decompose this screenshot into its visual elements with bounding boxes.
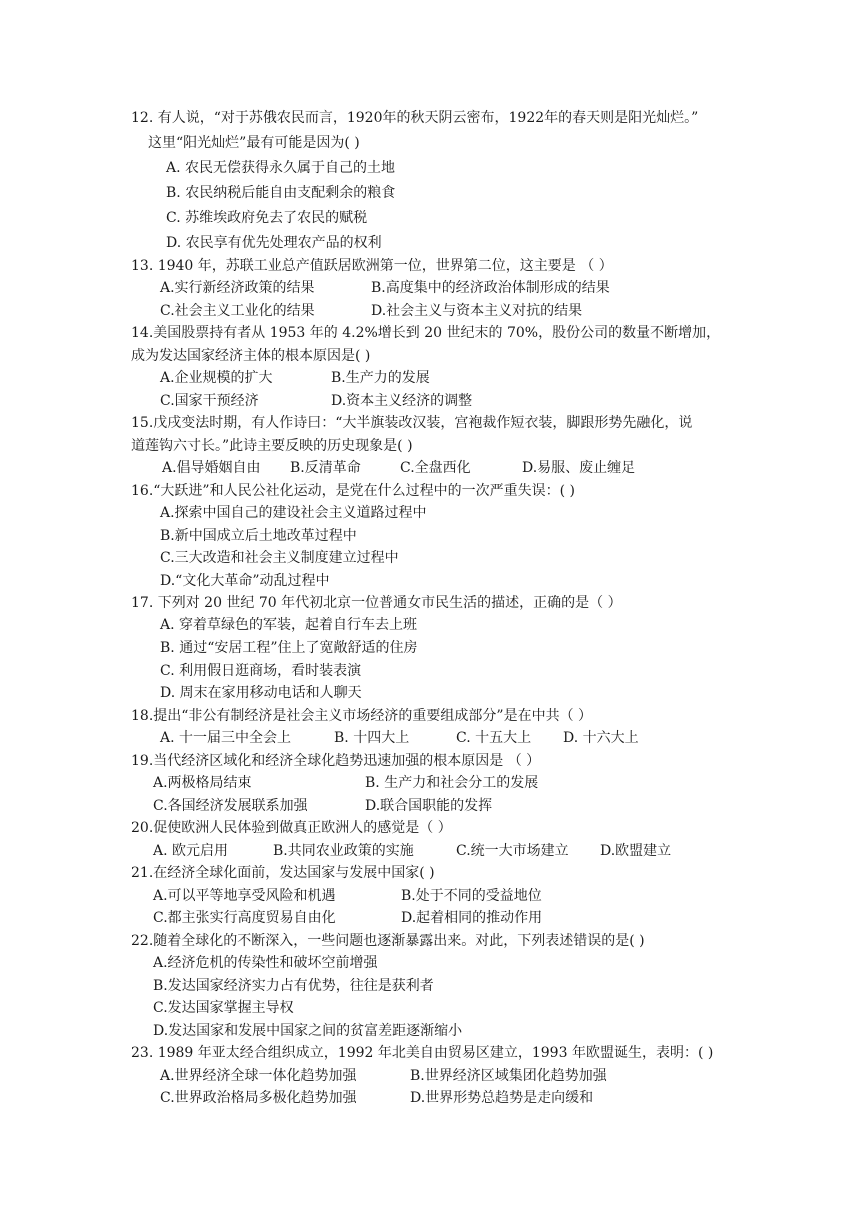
question-12-option-d: D. 农民享有优先处理农产品的权利 (166, 235, 382, 251)
question-23-option-c: C.世界政治格局多极化趋势加强 (160, 1090, 357, 1106)
question-18-option-a: A. 十一届三中全会上 (160, 730, 292, 746)
question-18-option-c: C. 十五大上 (456, 730, 532, 746)
question-17-option-d: D. 周末在家用移动电话和人聊天 (160, 685, 362, 701)
question-13-stem: 13. 1940 年，苏联工业总产值跃居欧洲第一位，世界第二位，这主要是 （ ） (131, 258, 613, 274)
question-13-option-b: B.高度集中的经济政治体制形成的结果 (371, 280, 610, 296)
question-22-stem: 22.随着全球化的不断深入，一些问题也逐渐暴露出来。对此，下列表述错误的是( ) (131, 933, 645, 949)
question-13-option-c: C.社会主义工业化的结果 (160, 303, 315, 319)
question-19-option-c: C.各国经济发展联系加强 (153, 798, 308, 814)
question-22-option-a: A.经济危机的传染性和破坏空前增强 (153, 955, 378, 971)
question-19-option-b: B. 生产力和社会分工的发展 (365, 775, 539, 791)
question-23-option-b: B.世界经济区域集团化趋势加强 (410, 1068, 607, 1084)
question-15-stem-line-1: 15.戊戌变法时期，有人作诗曰：“大半旗装改汉装，宫袍裁作短衣装，脚跟形势先融化，说 (131, 415, 693, 431)
question-20-option-b: B.共同农业政策的实施 (273, 843, 414, 859)
question-21-option-b: B.处于不同的受益地位 (401, 888, 542, 904)
question-23-stem: 23. 1989 年亚太经合组织成立，1992 年北美自由贸易区建立，1993 年欧盟诞生，表明：( ) (131, 1045, 714, 1061)
question-15-option-a: A.倡导婚姻自由 (162, 460, 261, 476)
question-12-option-b: B. 农民纳税后能自由支配剩余的粮食 (166, 185, 396, 201)
question-14-option-b: B.生产力的发展 (331, 370, 430, 386)
question-20-stem: 20.促使欧洲人民体验到做真正欧洲人的感觉是（ ） (131, 820, 452, 836)
question-15-option-d: D.易服、废止缠足 (522, 460, 636, 476)
question-12-option-a: A. 农民无偿获得永久属于自己的土地 (166, 160, 396, 176)
question-18-option-d: D. 十六大上 (563, 730, 639, 746)
question-13-option-a: A.实行新经济政策的结果 (160, 280, 315, 296)
question-15-option-c: C.全盘西化 (400, 460, 471, 476)
question-12-option-c: C. 苏维埃政府免去了农民的赋税 (166, 210, 368, 226)
question-14-stem-line-1: 14.美国股票持有者从 1953 年的 4.2%增长到 20 世纪末的 70%，股份公司的数量不断增加， (131, 325, 721, 341)
question-22-option-c: C.发达国家掌握主导权 (153, 1000, 294, 1016)
question-16-option-a: A.探索中国自己的建设社会主义道路过程中 (160, 505, 427, 521)
question-23-option-a: A.世界经济全球一体化趋势加强 (160, 1068, 357, 1084)
question-17-option-a: A. 穿着草绿色的军装，起着自行车去上班 (160, 617, 418, 633)
question-19-option-d: D.联合国职能的发挥 (365, 798, 493, 814)
question-22-option-b: B.发达国家经济实力占有优势，往往是获利者 (153, 978, 434, 994)
question-12-stem-line-2: 这里“阳光灿烂”最有可能是因为( ) (148, 135, 360, 151)
question-14-stem-line-2: 成为发达国家经济主体的根本原因是( ) (131, 348, 371, 364)
question-18-stem: 18.提出“非公有制经济是社会主义市场经济的重要组成部分”是在中共（ ） (131, 708, 593, 724)
question-21-option-c: C.都主张实行高度贸易自由化 (153, 910, 336, 926)
question-14-option-d: D.资本主义经济的调整 (331, 393, 473, 409)
question-21-option-d: D.起着相同的推动作用 (401, 910, 543, 926)
question-19-stem: 19.当代经济区域化和经济全球化趋势迅速加强的根本原因是 （ ） (131, 753, 541, 769)
question-21-option-a: A.可以平等地享受风险和机遇 (153, 888, 336, 904)
question-22-option-d: D.发达国家和发展中国家之间的贫富差距逐渐缩小 (153, 1023, 463, 1039)
question-20-option-a: A. 欧元启用 (153, 843, 229, 859)
question-17-option-c: C. 利用假日逛商场，看时装表演 (160, 663, 362, 679)
question-21-stem: 21.在经济全球化面前，发达国家与发展中国家( ) (131, 865, 435, 881)
question-12-stem-line-1: 12. 有人说，“对于苏俄农民而言，1920年的秋天阴云密布，1922年的春天则是阳光灿烂。” (131, 110, 699, 126)
question-17-option-b: B. 通过“安居工程”住上了宽敞舒适的住房 (160, 640, 418, 656)
question-14-option-a: A.企业规模的扩大 (160, 370, 273, 386)
question-15-stem-line-2: 道莲钩六寸长。”此诗主要反映的历史现象是( ) (131, 438, 413, 454)
question-19-option-a: A.两极格局结束 (153, 775, 252, 791)
question-17-stem: 17. 下列对 20 世纪 70 年代初北京一位普通女市民生活的描述，正确的是（ ） (131, 595, 622, 611)
question-13-option-d: D.社会主义与资本主义对抗的结果 (371, 303, 583, 319)
question-20-option-c: C.统一大市场建立 (456, 843, 569, 859)
question-18-option-b: B. 十四大上 (334, 730, 410, 746)
question-20-option-d: D.欧盟建立 (600, 843, 672, 859)
question-16-option-b: B.新中国成立后土地改革过程中 (160, 528, 357, 544)
question-16-option-c: C.三大改造和社会主义制度建立过程中 (160, 550, 399, 566)
question-14-option-c: C.国家干预经济 (160, 393, 259, 409)
question-15-option-b: B.反清革命 (290, 460, 361, 476)
question-23-option-d: D.世界形势总趋势是走向缓和 (410, 1090, 594, 1106)
question-16-option-d: D.“文化大革命”动乱过程中 (160, 573, 330, 589)
question-16-stem: 16.“大跃进”和人民公社化运动，是党在什么过程中的一次严重失误：( ) (131, 483, 575, 499)
